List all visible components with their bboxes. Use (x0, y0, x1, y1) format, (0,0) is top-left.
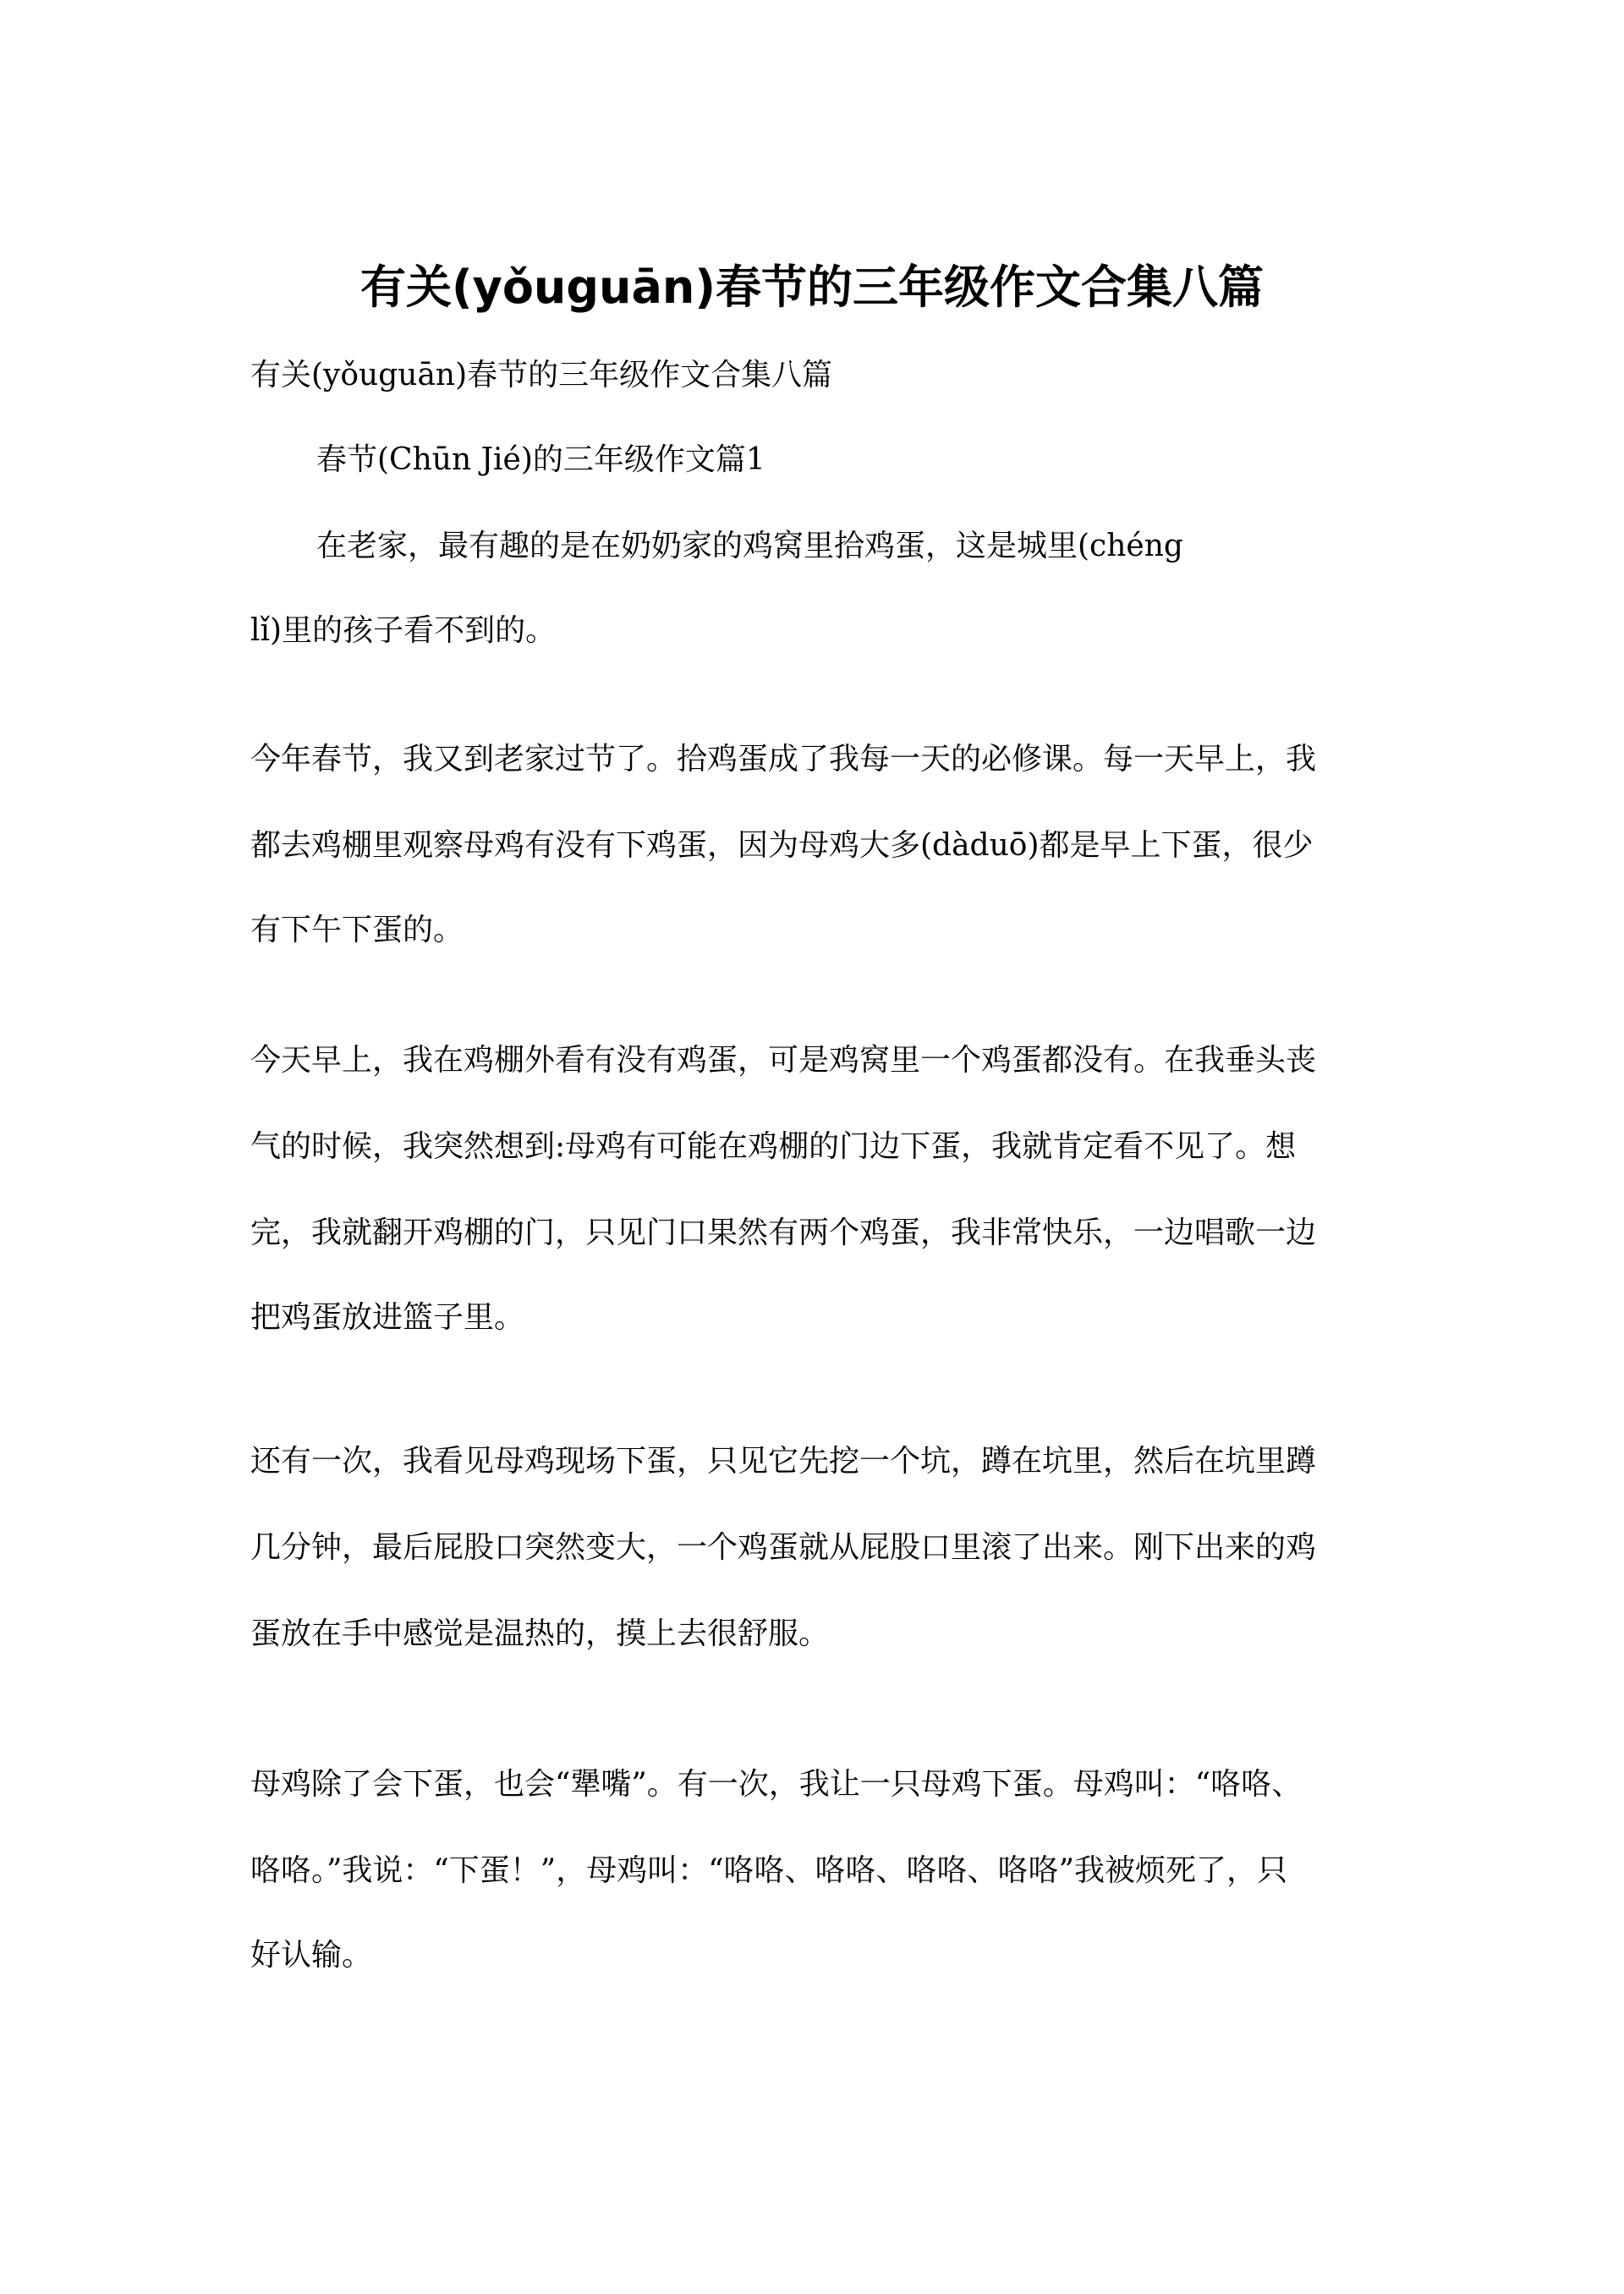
paragraph-line: 几分钟，最后屁股口突然变大，一个鸡蛋就从屁股口里滚了出来。刚下出来的鸡 (250, 1530, 1317, 1565)
paragraph-line: 完，我就翻开鸡棚的门，只见门口果然有两个鸡蛋，我非常快乐，一边唱歌一边 (250, 1216, 1317, 1250)
paragraph-line: 把鸡蛋放进篮子里。 (250, 1300, 525, 1335)
paragraph-line: lǐ)里的孩子看不到的。 (250, 613, 557, 648)
paragraph-line: 都去鸡棚里观察母鸡有没有下鸡蛋，因为母鸡大多(dàduō)都是早上下蛋，很少 (250, 828, 1314, 863)
section-heading: 春节(Chūn Jié)的三年级作文篇1 (316, 442, 765, 477)
paragraph-line: 今年春节，我又到老家过节了。拾鸡蛋成了我每一天的必修课。每一天早上，我 (250, 742, 1317, 777)
paragraph-line: 好认输。 (250, 1938, 373, 1973)
subtitle-line: 有关(yǒuguān)春节的三年级作文合集八篇 (250, 358, 833, 392)
paragraph-line: 气的时候，我突然想到:母鸡有可能在鸡棚的门边下蛋，我就肯定看不见了。想 (250, 1129, 1297, 1164)
paragraph-line: 今天早上，我在鸡棚外看有没有鸡蛋，可是鸡窝里一个鸡蛋都没有。在我垂头丧 (250, 1043, 1317, 1078)
paragraph-line: 还有一次，我看见母鸡现场下蛋，只见它先挖一个坑，蹲在坑里，然后在坑里蹲 (250, 1444, 1317, 1479)
paragraph-line: 蛋放在手中感觉是温热的，摸上去很舒服。 (250, 1616, 830, 1651)
paragraph-line: 在老家，最有趣的是在奶奶家的鸡窝里拾鸡蛋，这是城里(chéng (316, 529, 1183, 563)
paragraph-line: 咯咯。”我说：“下蛋！”，母鸡叫：“咯咯、咯咯、咯咯、咯咯”我被烦死了，只 (250, 1853, 1288, 1888)
paragraph-line: 有下午下蛋的。 (250, 913, 464, 947)
document-title: 有关(yǒuguān)春节的三年级作文合集八篇 (359, 261, 1265, 314)
paragraph-line: 母鸡除了会下蛋，也会“犟嘴”。有一次，我让一只母鸡下蛋。母鸡叫：“咯咯、 (250, 1767, 1303, 1802)
